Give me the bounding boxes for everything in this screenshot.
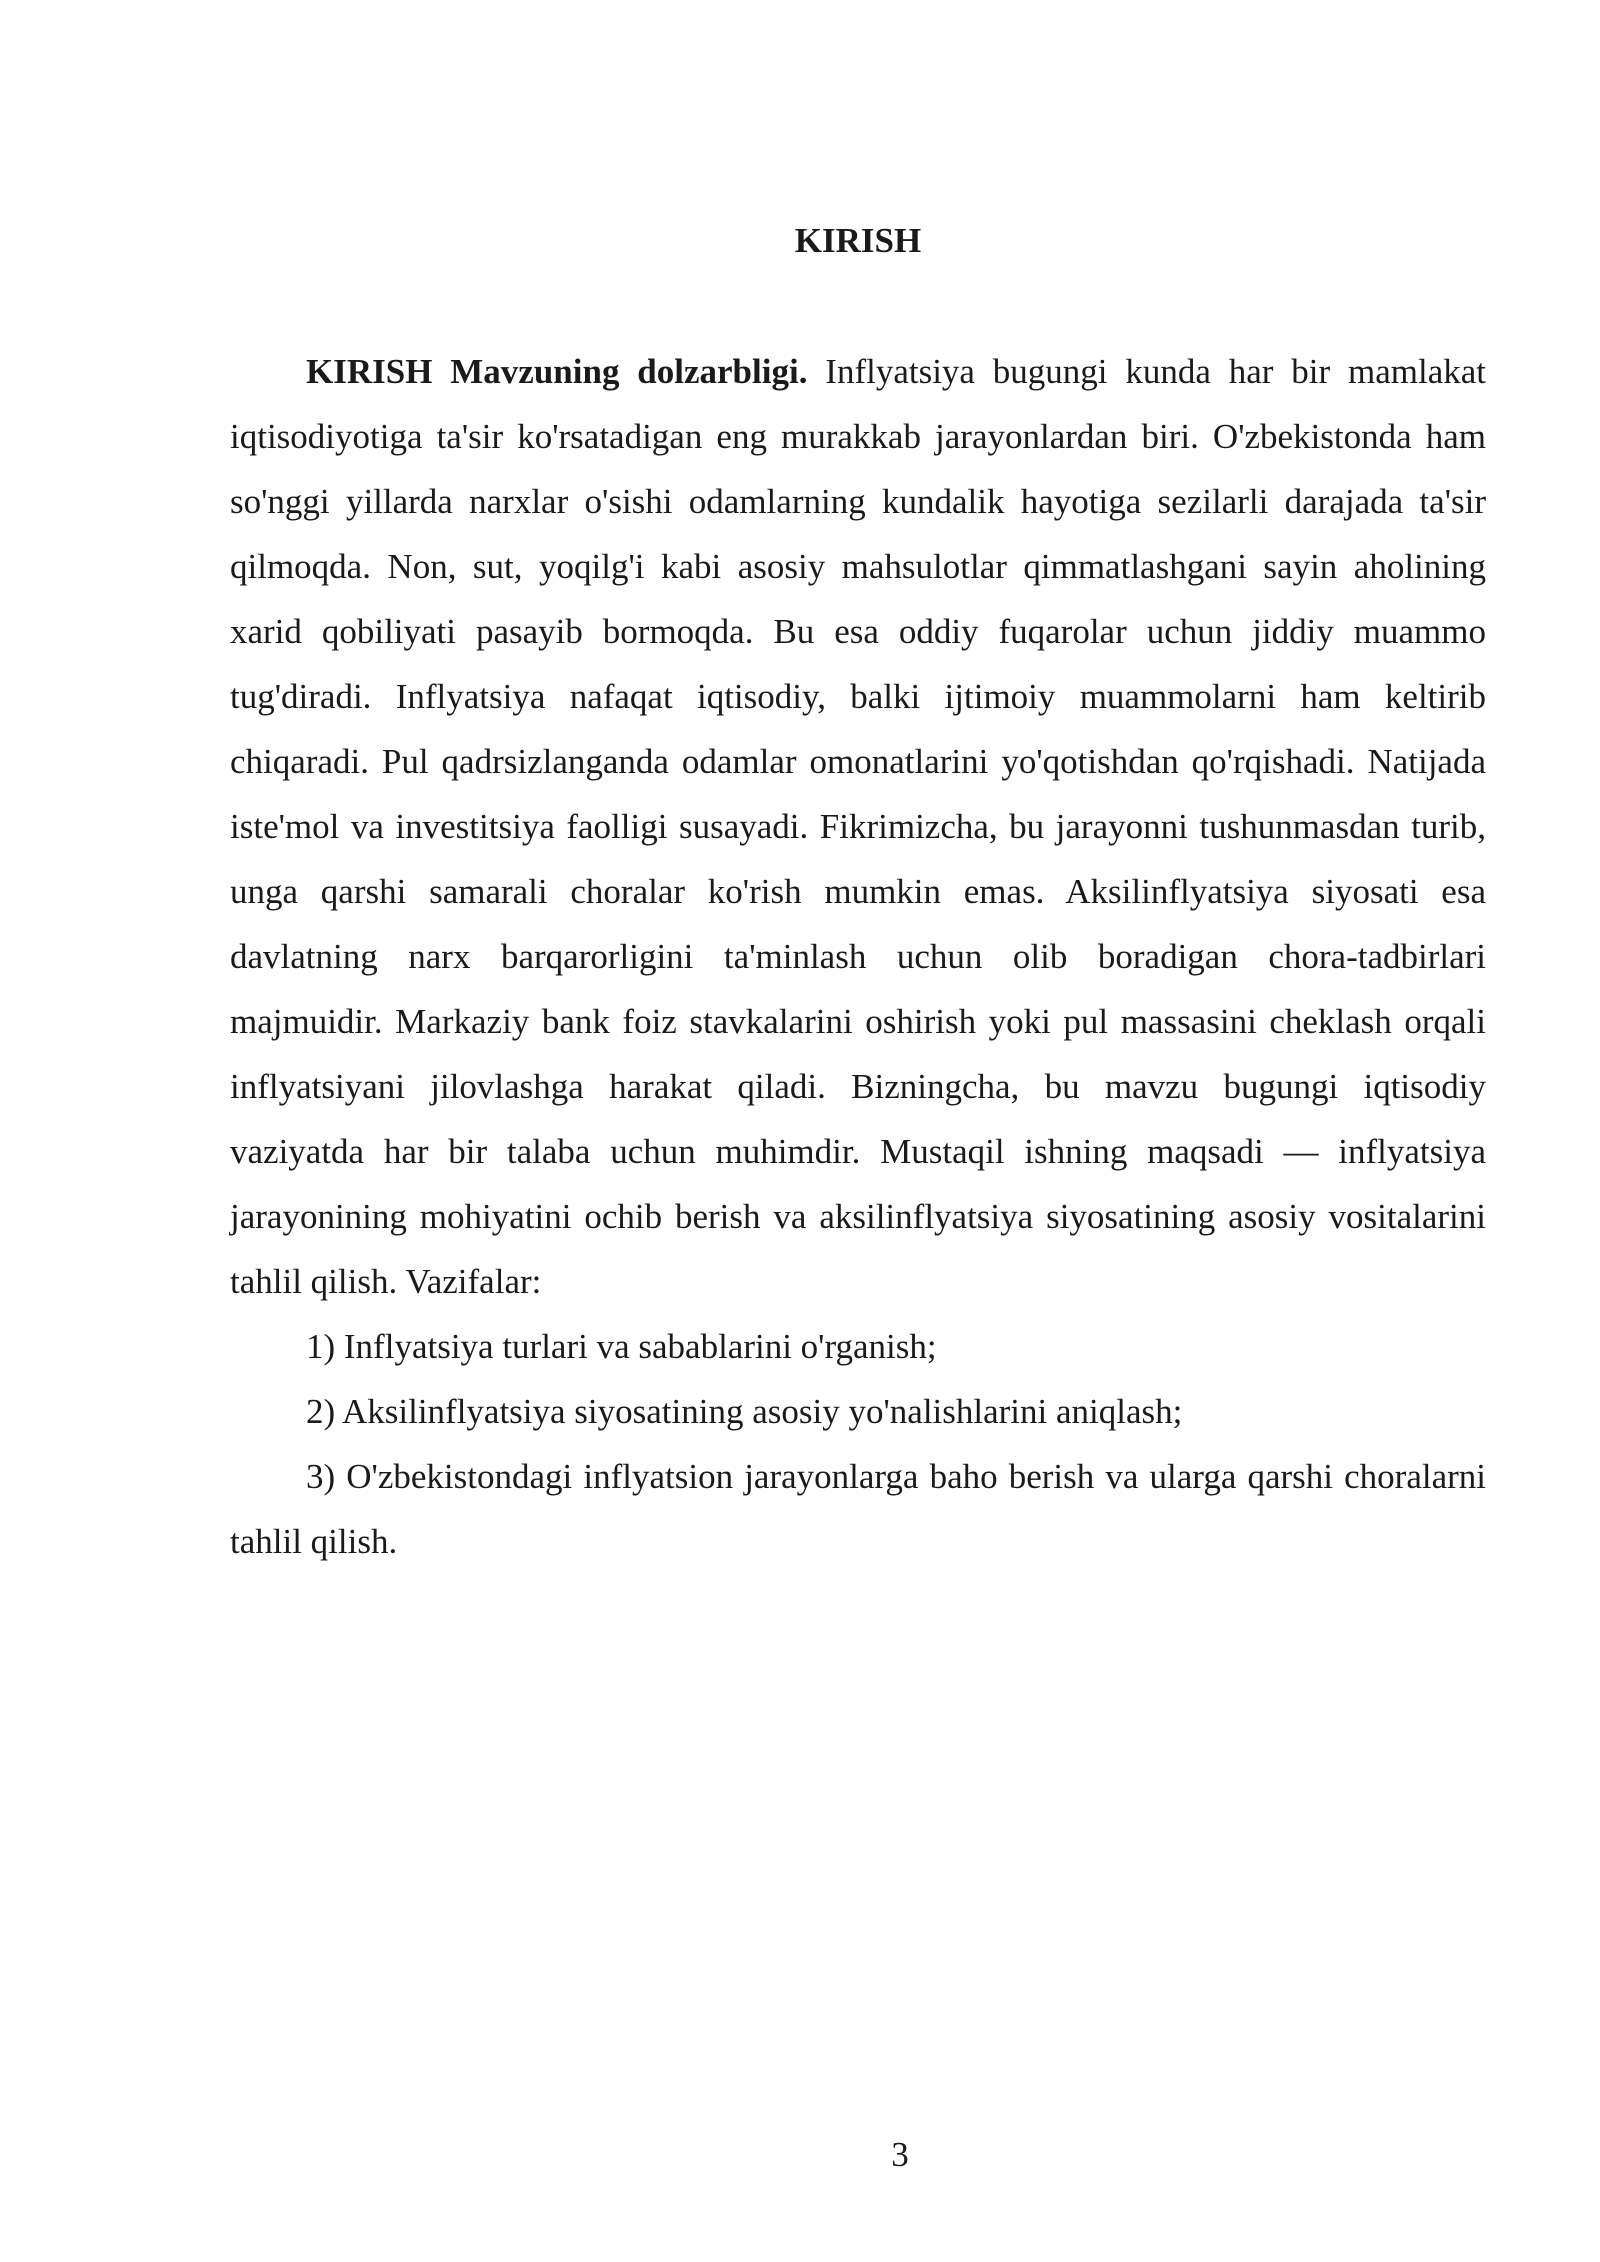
task-item-3: 3) O'zbekistondagi inflyatsion jarayonlarga baho berish va ularga qarshi choralarni tahlil qilish. xyxy=(230,1457,1486,1561)
intro-text: Inflyatsiya bugungi kunda har bir mamlakat iqtisodiyotiga ta'sir ko'rsatadigan eng murakkab jarayonlardan biri. O'zbekistonda ham so'nggi yillarda narxlar o'sishi odamlarning kundalik hayotiga sezilarli darajada ta'sir qilmoqda. Non, sut, yoqilg'i kabi asosiy mahsulotlar qimmatlashgani sayin aholining xarid qobiliyati pasayib bormoqda. Bu esa oddiy fuqarolar uchun jiddiy muammo tug'diradi. Inflyatsiya nafaqat iqtisodiy, balki ijtimoiy muammolarni ham keltirib chiqaradi. Pul qadrsizlanganda odamlar omonatlarini yo'qotishdan qo'rqishadi. Natijada iste'mol va investitsiya faolligi susayadi. Fikrimizcha, bu jarayonni tushunmasdan turib, unga qarshi samarali choralar ko'rish mumkin emas. Aksilinflyatsiya siyosati esa davlatning narx barqarorligini ta'minlash uchun olib boradigan chora-tadbirlari majmuidir. Markaziy bank foiz stavkalarini oshirish yoki pul massasini cheklash orqali inflyatsiyani jilovlashga harakat qiladi. Bizningcha, bu mavzu bugungi iqtisodiy vaziyatda har bir talaba uchun muhimdir. Mustaqil ishning maqsadi — inflyatsiya jarayonining mohiyatini ochib berish va aksilinflyatsiya siyosatining asosiy vositalarini tahlil qilish. Vazifalar: xyxy=(230,352,1486,1301)
document-body xyxy=(230,339,1486,1574)
intro-lead: KIRISH Mavzuning dolzarbligi. xyxy=(306,352,808,391)
intro-paragraph xyxy=(230,339,1486,1314)
page-number: 3 xyxy=(891,2135,909,2174)
task-item-1: 1) Inflyatsiya turlari va sabablarini o'rganish; xyxy=(306,1327,937,1366)
task-item-2: 2) Aksilinflyatsiya siyosatining asosiy yo'nalishlarini aniqlash; xyxy=(306,1392,1183,1431)
page-heading: KIRISH xyxy=(794,221,922,260)
